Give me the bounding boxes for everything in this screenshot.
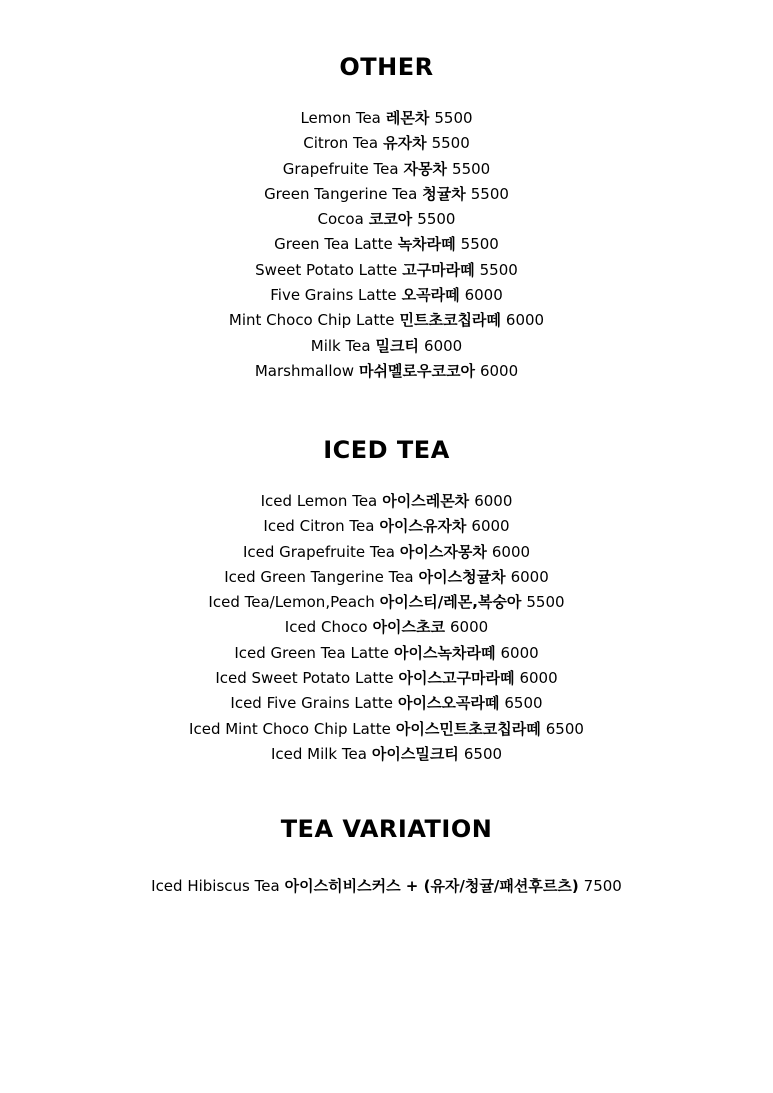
item-name-ko: 오곡라떼 (401, 286, 460, 305)
item-name-ko: 아이스히비스커스 + (유자/청귤/패션후르츠) (284, 877, 579, 895)
menu-item (0, 641, 773, 666)
item-price: 5500 (431, 134, 470, 153)
item-price: 6000 (479, 361, 519, 380)
section-title-iced-tea: ICED TEA (323, 436, 450, 464)
item-name-en: Citron Tea (303, 134, 379, 153)
item-name-ko: 고구마라떼 (402, 260, 475, 279)
item-price: 6000 (471, 517, 510, 536)
menu-item (0, 308, 773, 333)
item-name-en: Sweet Potato Latte (255, 260, 398, 279)
item-name-ko: 아이스티/레몬,복숭아 (379, 593, 522, 612)
menu-item (0, 207, 773, 232)
menu-item (0, 359, 773, 384)
item-name-ko: 아이스밀크티 (371, 744, 459, 763)
menu-list-tea-variation (0, 874, 773, 899)
menu-item (0, 182, 773, 207)
item-name-ko: 아이스녹차라떼 (394, 643, 496, 662)
menu-item (0, 874, 773, 899)
item-price: 6000 (474, 492, 513, 510)
item-name-ko: 아이스오곡라떼 (397, 694, 500, 713)
menu-item (0, 666, 773, 691)
item-price: 5500 (460, 235, 499, 254)
item-price: 5500 (434, 109, 473, 127)
item-name-en: Green Tangerine Tea (264, 184, 418, 203)
item-name-en: Iced Citron Tea (263, 517, 375, 536)
item-name-ko: 아이스청귤차 (418, 567, 506, 586)
item-name-en: Iced Milk Tea (270, 744, 367, 763)
item-price: 6000 (450, 618, 489, 637)
item-name-en: Marshmallow (254, 361, 355, 380)
menu-list-iced-tea (0, 489, 773, 767)
item-name-en: Iced Lemon Tea (260, 492, 378, 510)
item-name-ko: 코코아 (368, 210, 413, 229)
menu-item (0, 489, 773, 514)
item-name-en: Milk Tea (310, 336, 371, 355)
item-name-ko: 자몽차 (403, 159, 448, 178)
item-name-ko: 아이스민트초코칩라떼 (395, 719, 541, 738)
menu-item (0, 540, 773, 565)
section-other (0, 52, 773, 384)
item-name-en: Grapefruite Tea (282, 159, 399, 178)
item-name-ko: 마쉬멜로우코코아 (359, 361, 475, 380)
section-iced-tea (0, 435, 773, 767)
item-price: 6000 (519, 669, 558, 688)
item-price: 5500 (526, 593, 565, 612)
item-name-en: Green Tea Latte (274, 235, 393, 254)
item-price: 6000 (491, 542, 531, 561)
item-price: 6000 (505, 311, 545, 330)
menu-item (0, 590, 773, 615)
item-price: 6500 (463, 744, 503, 763)
section-tea-variation (0, 814, 773, 899)
item-price: 6500 (545, 719, 584, 738)
item-price: 6000 (510, 567, 549, 586)
item-name-en: Iced Mint Choco Chip Latte (189, 719, 391, 738)
item-price: 7500 (583, 877, 622, 895)
item-name-ko: 녹차라떼 (397, 235, 456, 254)
item-price: 5500 (479, 260, 518, 279)
item-name-en: Iced Green Tea Latte (234, 643, 390, 662)
item-name-en: Iced Five Grains Latte (230, 694, 393, 713)
item-name-en: Cocoa (317, 210, 364, 229)
menu-item (0, 283, 773, 308)
section-title-other: OTHER (339, 53, 434, 81)
menu-item (0, 232, 773, 257)
item-price: 6000 (424, 336, 463, 355)
item-name-en: Five Grains Latte (270, 286, 397, 305)
menu-item (0, 258, 773, 283)
item-name-ko: 아이스레몬차 (382, 492, 470, 510)
menu-list-other (0, 106, 773, 384)
menu-item (0, 131, 773, 156)
item-name-en: Iced Green Tangerine Tea (224, 567, 414, 586)
item-name-en: Iced Tea/Lemon,Peach (208, 593, 375, 612)
menu-item (0, 717, 773, 742)
item-name-ko: 밀크티 (375, 336, 420, 355)
menu-item (0, 691, 773, 716)
item-name-en: Iced Choco (284, 618, 368, 637)
item-name-en: Iced Hibiscus Tea (151, 877, 280, 895)
item-name-ko: 아이스자몽차 (399, 542, 487, 561)
menu-item (0, 565, 773, 590)
item-price: 6500 (504, 694, 543, 713)
item-name-ko: 아이스초코 (372, 618, 446, 637)
item-name-ko: 아이스고구마라떼 (398, 669, 515, 688)
item-name-ko: 레몬차 (385, 109, 430, 127)
item-name-ko: 민트초코칩라떼 (399, 311, 501, 330)
menu-item (0, 514, 773, 539)
item-price: 5500 (417, 210, 456, 229)
item-price: 6000 (464, 286, 503, 305)
item-price: 5500 (452, 159, 491, 178)
menu-item (0, 334, 773, 359)
item-name-ko: 청귤차 (422, 184, 466, 203)
section-title-tea-variation: TEA VARIATION (280, 815, 493, 843)
item-name-en: Mint Choco Chip Latte (228, 311, 395, 330)
item-name-en: Iced Grapefruite Tea (242, 542, 395, 561)
menu-item (0, 615, 773, 640)
item-name-ko: 유자차 (383, 134, 427, 153)
item-name-en: Iced Sweet Potato Latte (215, 669, 394, 688)
item-name-en: Lemon Tea (300, 109, 381, 127)
item-name-ko: 아이스유자차 (379, 517, 467, 536)
menu-item (0, 157, 773, 182)
item-price: 5500 (470, 184, 509, 203)
menu-item (0, 742, 773, 767)
item-price: 6000 (500, 643, 539, 662)
menu-item (0, 106, 773, 131)
